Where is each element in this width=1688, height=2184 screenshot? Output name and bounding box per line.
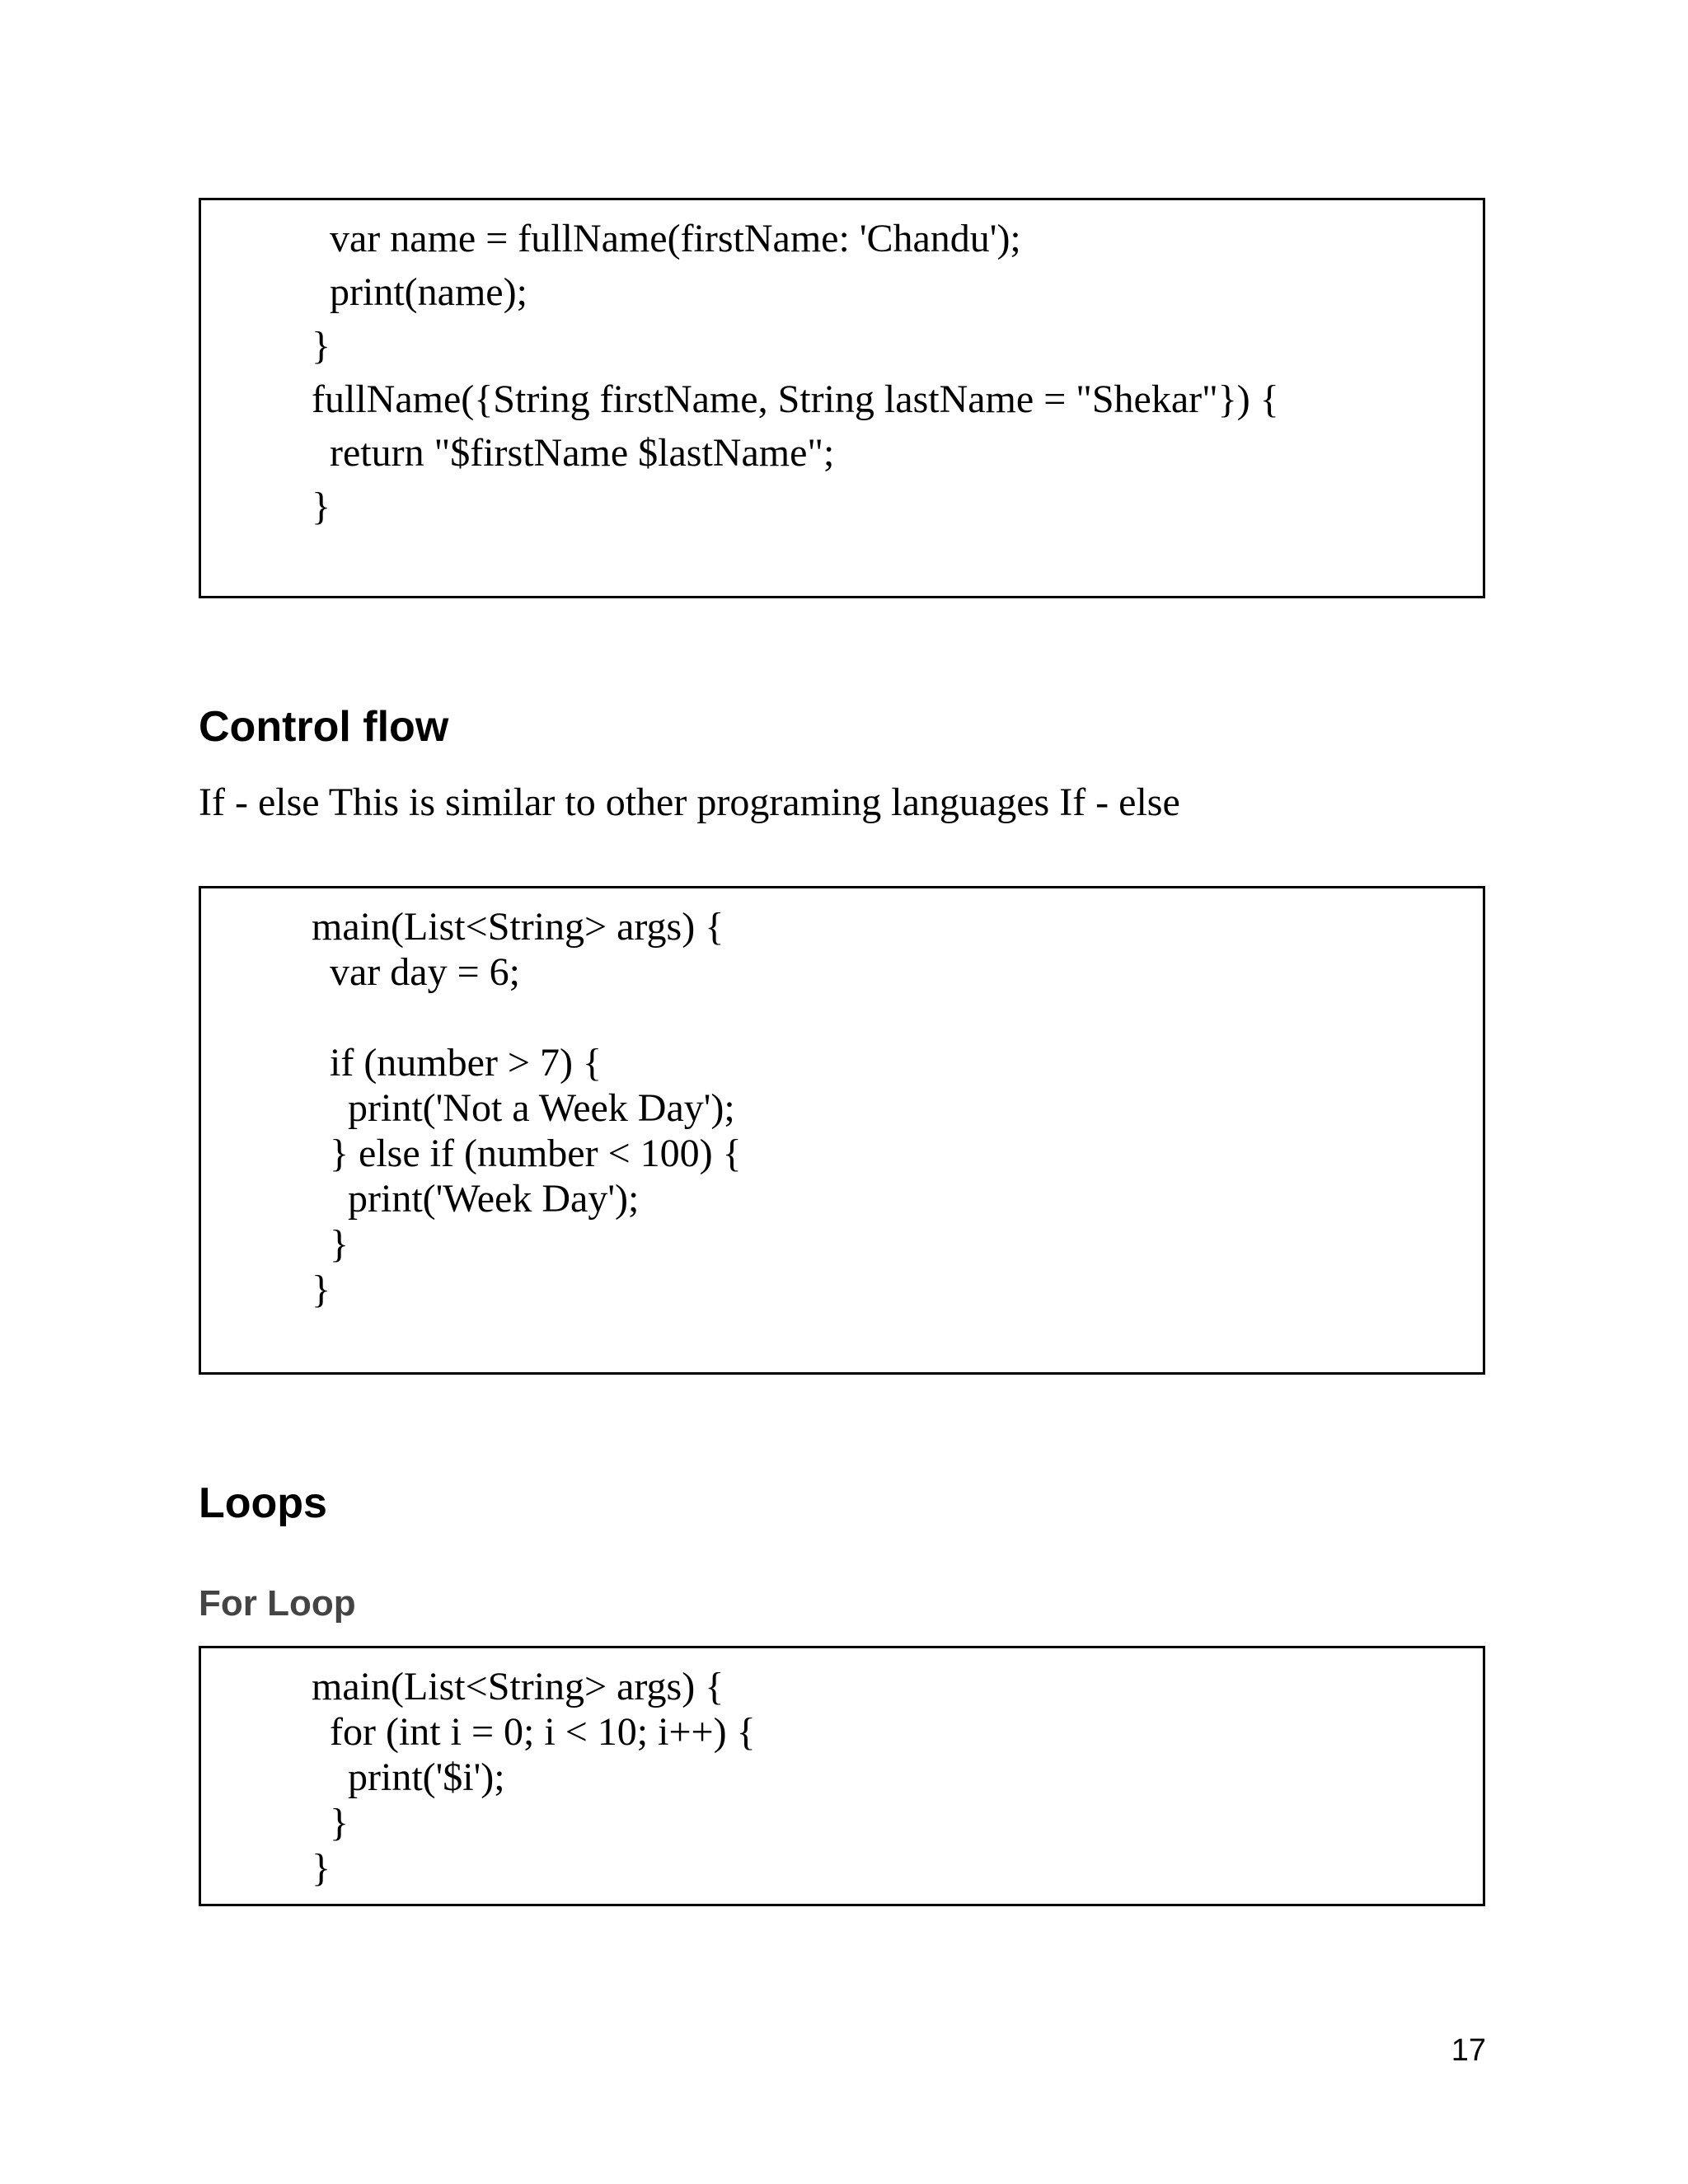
code-line: fullName({String firstName, String lastName = "Shekar"}) { — [312, 377, 1279, 421]
code-line: return "$firstName $lastName"; — [330, 431, 835, 475]
code-line: var day = 6; — [330, 950, 520, 994]
code-line: } — [312, 324, 331, 368]
section-heading-loops: Loops — [199, 1479, 327, 1527]
code-line: } — [312, 1846, 331, 1890]
code-line: print(name); — [330, 270, 528, 314]
code-line: } — [312, 485, 331, 528]
code-line: for (int i = 0; i < 10; i++) { — [330, 1710, 756, 1754]
control-flow-description: If - else This is similar to other programing languages If - else — [199, 780, 1180, 824]
subheading-for-loop: For Loop — [199, 1583, 356, 1624]
code-line: main(List<String> args) { — [312, 1665, 724, 1708]
code-line: } — [330, 1222, 349, 1266]
section-heading-control-flow: Control flow — [199, 703, 449, 751]
code-line: } — [330, 1801, 349, 1844]
code-line: } — [312, 1268, 331, 1311]
page-number: 17 — [1451, 2033, 1486, 2068]
code-line: print('Not a Week Day'); — [348, 1086, 735, 1130]
code-line: } else if (number < 100) { — [330, 1132, 742, 1175]
code-line: if (number > 7) { — [330, 1041, 603, 1085]
code-line: var name = fullName(firstName: 'Chandu'); — [330, 217, 1021, 260]
code-line: print('Week Day'); — [348, 1177, 640, 1221]
code-line: main(List<String> args) { — [312, 905, 724, 949]
code-line: print('$i'); — [348, 1755, 505, 1799]
